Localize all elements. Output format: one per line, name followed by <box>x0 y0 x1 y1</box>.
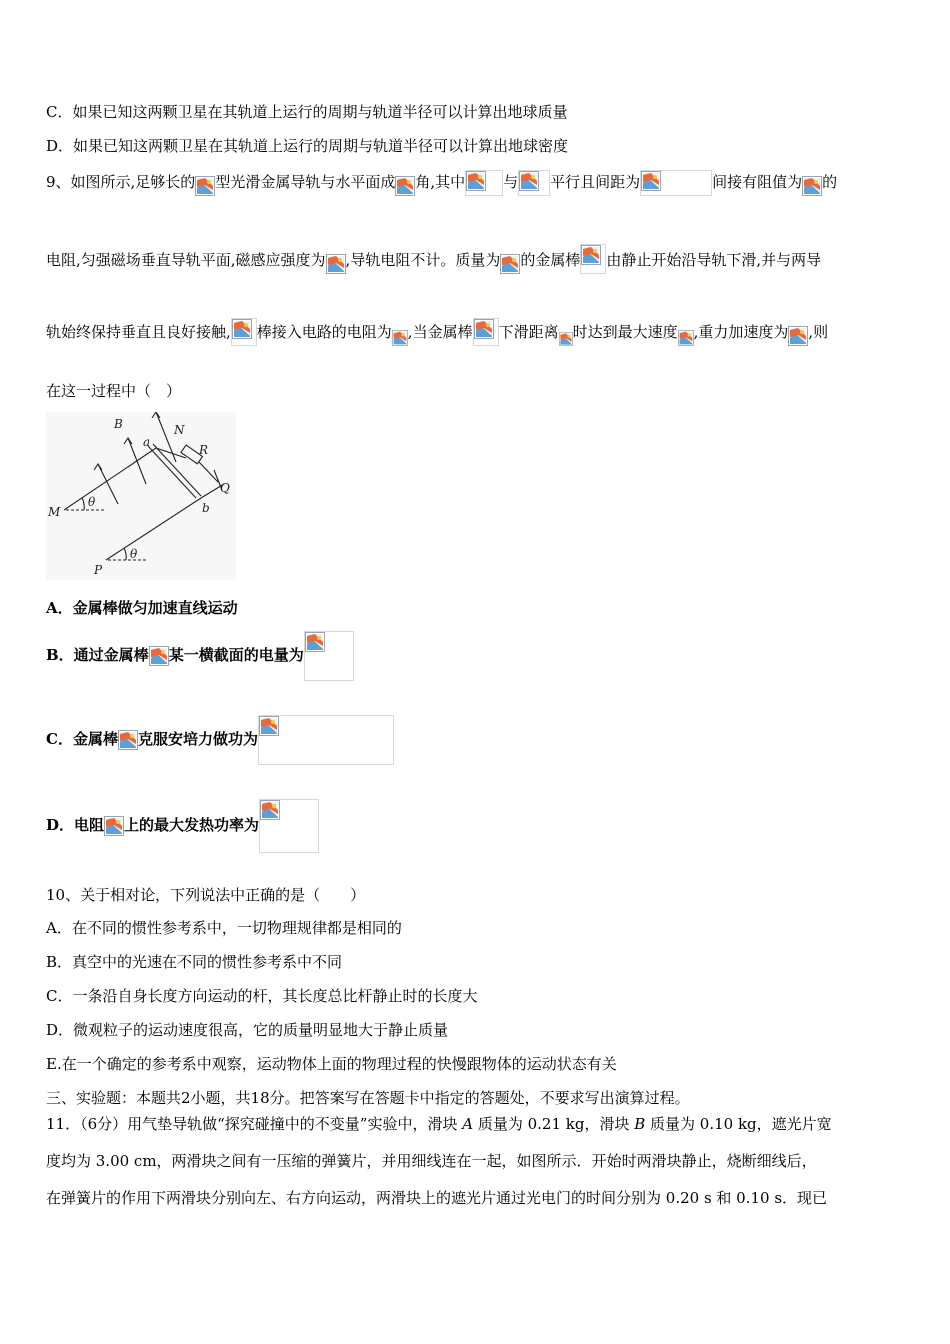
label-B: B <box>114 417 123 431</box>
q10-option-c: C．一条沿自身长度方向运动的杆，其长度总比杆静止时的长度大 <box>46 987 478 1005</box>
label-a: a <box>143 435 151 449</box>
q9-line-4: 在这一过程中（ ） <box>46 382 182 400</box>
rail-diagram <box>46 412 236 580</box>
q9-text: 角,其中 <box>415 173 466 191</box>
q9-text: ,则 <box>808 323 829 341</box>
section-3-heading: 三、实验题：本题共2小题，共18分。把答案写在答题卡中指定的答题处，不要求写出演算过程。 <box>46 1089 690 1107</box>
formula-image <box>231 318 257 346</box>
q11-line-2: 度均为 3.00 cm，两滑块之间有一压缩的弹簧片，并用细线连在一起，如图所示．开始时两滑块静止，烧断细线后， <box>46 1152 817 1170</box>
option-text: B．通过金属棒 <box>46 646 149 664</box>
q9-text: 棒接入电路的电阻为 <box>256 323 392 341</box>
broken-image-icon <box>118 730 138 750</box>
q9-text: ,导轨电阻不计。质量为 <box>345 251 501 269</box>
q9-text: 由静止开始沿导轨下滑,并与两导 <box>606 251 822 269</box>
formula-image <box>304 631 354 681</box>
formula-image <box>580 244 606 274</box>
label-theta-2: θ <box>130 547 138 561</box>
broken-image-icon <box>149 646 169 666</box>
broken-image-icon <box>232 319 252 339</box>
formula-image <box>473 318 499 346</box>
broken-image-icon <box>466 171 486 191</box>
label-theta-1: θ <box>88 495 96 509</box>
broken-image-icon <box>581 245 601 265</box>
broken-image-icon <box>326 254 346 274</box>
q9-option-c <box>46 714 394 765</box>
q9-text: 型光滑金属导轨与水平面成 <box>215 173 396 191</box>
q11-line-1: 11．（6分）用气垫导轨做“探究碰撞中的不变量”实验中，滑块 𝐴 质量为 0.21 kg，滑块 𝐵 质量为 0.10 kg，遮光片宽 <box>46 1115 832 1133</box>
broken-image-icon <box>474 319 494 339</box>
q9-text: 平行且间距为 <box>550 173 641 191</box>
option-text: 某一横截面的电量为 <box>168 646 304 664</box>
option-text: C．金属棒 <box>46 730 118 748</box>
broken-image-icon <box>305 632 325 652</box>
option-text: 上的最大发热功率为 <box>124 816 260 834</box>
label-Q: Q <box>220 481 230 495</box>
formula-image <box>258 715 394 765</box>
broken-image-icon <box>395 176 415 196</box>
broken-image-icon <box>500 254 520 274</box>
q9-line-1 <box>46 168 837 196</box>
q9-text: 电阻,匀强磁场垂直导轨平面,磁感应强度为 <box>46 251 326 269</box>
broken-image-icon <box>259 716 279 736</box>
label-M: M <box>48 505 61 519</box>
q8-option-d: D．如果已知这两颗卫星在其轨道上运行的周期与轨道半径可以计算出地球密度 <box>46 137 569 155</box>
broken-image-icon <box>788 326 808 346</box>
broken-image-icon <box>678 330 694 346</box>
q10-option-d: D．微观粒子的运动速度很高，它的质量明显地大于静止质量 <box>46 1021 449 1039</box>
broken-image-icon <box>104 816 124 836</box>
q10-option-e: E.在一个确定的参考系中观察，运动物体上面的物理过程的快慢跟物体的运动状态有关 <box>46 1055 617 1073</box>
q9-text: 的金属棒 <box>520 251 581 269</box>
q9-text: ,重力加速度为 <box>693 323 789 341</box>
broken-image-icon <box>559 332 573 346</box>
formula-image <box>640 170 712 196</box>
broken-image-icon <box>802 176 822 196</box>
option-text: 克服安培力做功为 <box>137 730 258 748</box>
q9-text: 时达到最大速度 <box>572 323 678 341</box>
q9-text: 间接有阻值为 <box>712 173 803 191</box>
q9-text: ,当金属棒 <box>407 323 473 341</box>
formula-image <box>259 799 319 853</box>
q9-line-2 <box>46 244 821 274</box>
formula-image <box>518 170 550 196</box>
q10-stem: 10、关于相对论，下列说法中正确的是（ ） <box>46 886 366 904</box>
q9-text: 下滑距离 <box>498 323 559 341</box>
broken-image-icon <box>519 171 539 191</box>
q9-option-d <box>46 798 319 853</box>
q10-option-a: A．在不同的惯性参考系中，一切物理规律都是相同的 <box>46 919 402 937</box>
broken-image-icon <box>641 171 661 191</box>
label-b: b <box>202 501 210 515</box>
q8-option-c: C．如果已知这两颗卫星在其轨道上运行的周期与轨道半径可以计算出地球质量 <box>46 103 568 121</box>
option-text: D．电阻 <box>46 816 105 834</box>
q10-option-b: B．真空中的光速在不同的惯性参考系中不同 <box>46 953 343 971</box>
q9-text: 轨始终保持垂直且良好接触, <box>46 323 231 341</box>
broken-image-icon <box>195 176 215 196</box>
broken-image-icon <box>392 330 408 346</box>
formula-image <box>465 170 503 196</box>
q11-line-3: 在弹簧片的作用下两滑块分别向左、右方向运动，两滑块上的遮光片通过光电门的时间分别为 0.20 s 和 0.10 s．现已 <box>46 1189 828 1207</box>
q9-option-b <box>46 630 354 681</box>
q9-text: 的 <box>822 173 838 191</box>
label-P: P <box>94 563 103 577</box>
q9-text: 与 <box>503 173 519 191</box>
q9-text: 9、如图所示,足够长的 <box>46 173 196 191</box>
q9-line-3 <box>46 318 828 346</box>
label-R: R <box>199 443 209 457</box>
label-N: N <box>174 423 185 437</box>
broken-image-icon <box>260 800 280 820</box>
q9-option-a: A．金属棒做匀加速直线运动 <box>46 599 238 617</box>
